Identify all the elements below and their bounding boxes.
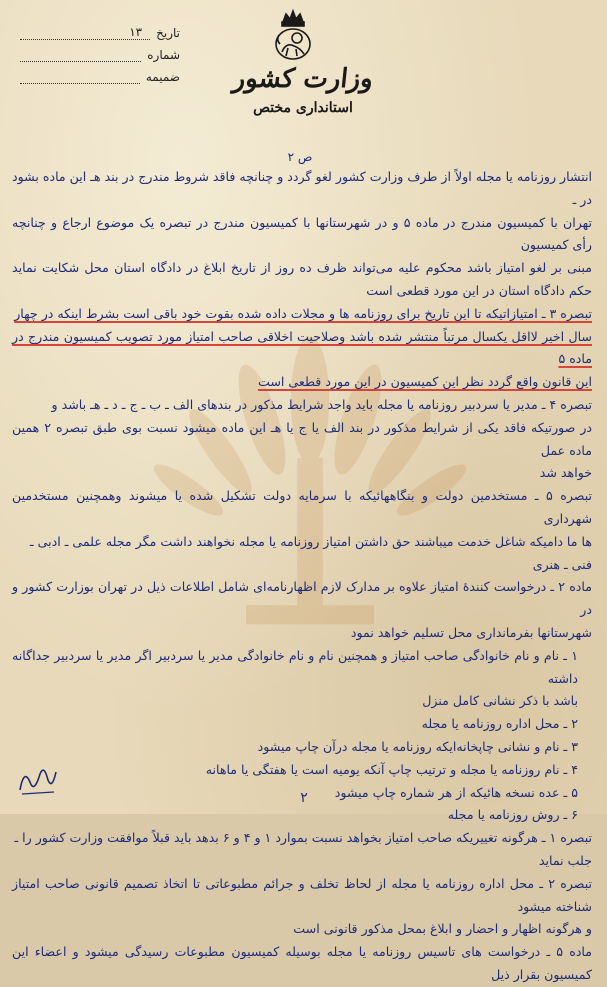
text-line: ماده ۲ ـ درخواست کنندهٔ امتیاز علاوه بر مدارک لازم اظهارنامه‌ای شامل اطلاعات ذیل در تهران بوزارت کشور و در	[12, 579, 592, 618]
lion-and-sun-emblem-icon	[268, 8, 318, 64]
list-item: ۵ ـ عده نسخه هائیکه از هر شماره چاپ میشود	[334, 784, 578, 800]
text-line: ماده ۵ ـ درخواست های تاسیس روزنامه یا مجله بوسیله کمیسیون مطبوعات رسیدگی میشود و اعضاء این کمیسیون بقرار ذیل	[12, 944, 593, 982]
date-value: ۱۳	[129, 25, 143, 39]
underlined-text: این قانون واقع گردد نظر این کمیسیون در این مورد قطعی است	[257, 374, 592, 390]
date-field	[20, 18, 180, 40]
document-body	[12, 166, 592, 987]
text-line: مبنی بر لغو امتیاز باشد محکوم علیه می‌تواند ظرف ده روز از تاریخ ابلاغ در دادگاه استان محل شکایت نماید حکم دادگاه استان در این مورد قطعی است	[12, 260, 592, 298]
page-number: ص ۲	[287, 150, 313, 164]
text-line: تبصره ۲ ـ محل اداره روزنامه یا مجله از لحاظ تخلف و جرائم مطبوعاتی تا اتخاذ تصمیم قانونی صاحب امتیاز شناخته میشود	[12, 875, 592, 914]
text-line: در صورتیکه فاقد یکی از شرایط مذکور در بند الف یا ج یا هـ این ماده میشود نسبت بوی طبق تبصره ۲ همین ماده عمل	[12, 419, 593, 458]
text-line: خواهد شد	[539, 465, 592, 481]
text-line: تبصره ۵ ـ مستخدمین دولت و بنگاههائیکه با سرمایه دولت تشکیل شده یا میشوند وهمچنین مستخدمین شهرداری	[12, 488, 592, 526]
text-line: شهرستانها بفرمانداری محل تسلیم خواهد نمود	[350, 624, 592, 640]
footer-mark: ۲	[300, 790, 308, 806]
number-field	[20, 40, 180, 62]
text-line: و هرگونه اظهار و احضار و ابلاغ بمحل مذکور قانونی است	[293, 921, 592, 937]
text-line: جلب نماید	[538, 852, 592, 868]
underlined-text: سال اخیر لااقل یکسال مرتباً منتشر شده باشد وصلاحیت اخلاقی صاحب امتیاز مورد تصویب کمیسیون مندرج در ماده ۵	[12, 328, 592, 367]
text-line: تبصره ۴ ـ مدیر یا سردبیر روزنامه یا مجله باید واجد شرایط مذکور در بندهای الف ـ ب ـ ج ـ د ـ هـ باشد و	[51, 396, 592, 412]
header-fields	[20, 18, 180, 84]
text-line: فنی ـ هنری	[532, 556, 592, 572]
ministry-title: وزارت کشور	[231, 64, 375, 94]
list-item: ۲ ـ محل اداره روزنامه یا مجله	[421, 716, 578, 732]
list-item: ۶ ـ روش روزنامه یا مجله	[447, 807, 578, 823]
office-subtitle: استانداری مختص	[253, 100, 353, 116]
text-line: ها ما دامیکه شاغل خدمت میباشند حق داشتن امتیاز روزنامه یا مجله نخواهند داشت مگر مجله علمی ـ ادبی ـ	[29, 533, 592, 549]
number-label: شماره	[147, 48, 180, 62]
list-item: ۳ ـ نام و نشانی چاپخانه‌ایکه روزنامه یا مجله درآن چاپ میشود	[257, 738, 578, 754]
text-line: تبصره ۱ ـ هرگونه تغییریکه صاحب امتیاز بخواهد نسبت بموارد ۱ و ۴ و ۶ بدهد باید قبلاً موافقت وزارت کشور را ـ	[14, 830, 592, 846]
list-item: ۴ ـ نام روزنامه یا مجله و ترتیب چاپ آنکه یومیه است یا هفتگی یا ماهانه	[205, 761, 578, 777]
text-line: انتشار روزنامه یا مجله اولاً از طرف وزارت کشور لغو گردد و چنانچه فاقد شروط مندرج در بند هـ این ماده بشود در ـ	[12, 169, 592, 207]
underlined-text: تبصره ۳ ـ امتیازاتیکه تا این تاریخ برای روزنامه ها و مجلات داده شده بقوت خود باقی است بشرط اینکه در چهار	[14, 305, 592, 321]
text-line	[12, 303, 592, 326]
text-line: تهران با کمیسیون مندرج در ماده ۵ و در شهرستانها با کمیسیون مندرج در تبصره یک موضوع ارجاع و چنانچه رأی کمیسیون	[12, 214, 592, 253]
text-line	[12, 326, 592, 372]
list-item: باشد با ذکر نشانی کامل منزل	[422, 693, 578, 709]
list-item: ۱ ـ نام و نام خانوادگی صاحب امتیاز و همچنین نام و نام خانوادگی مدیر یا سردبیر اگر مدیر یا سردبیر جداگانه داشته	[12, 647, 578, 686]
date-label: تاریخ	[156, 26, 180, 40]
signature-mark-icon	[14, 760, 60, 800]
attachment-field	[20, 62, 180, 84]
text-line	[12, 371, 592, 394]
attachment-label: ضمیمه	[145, 70, 180, 84]
